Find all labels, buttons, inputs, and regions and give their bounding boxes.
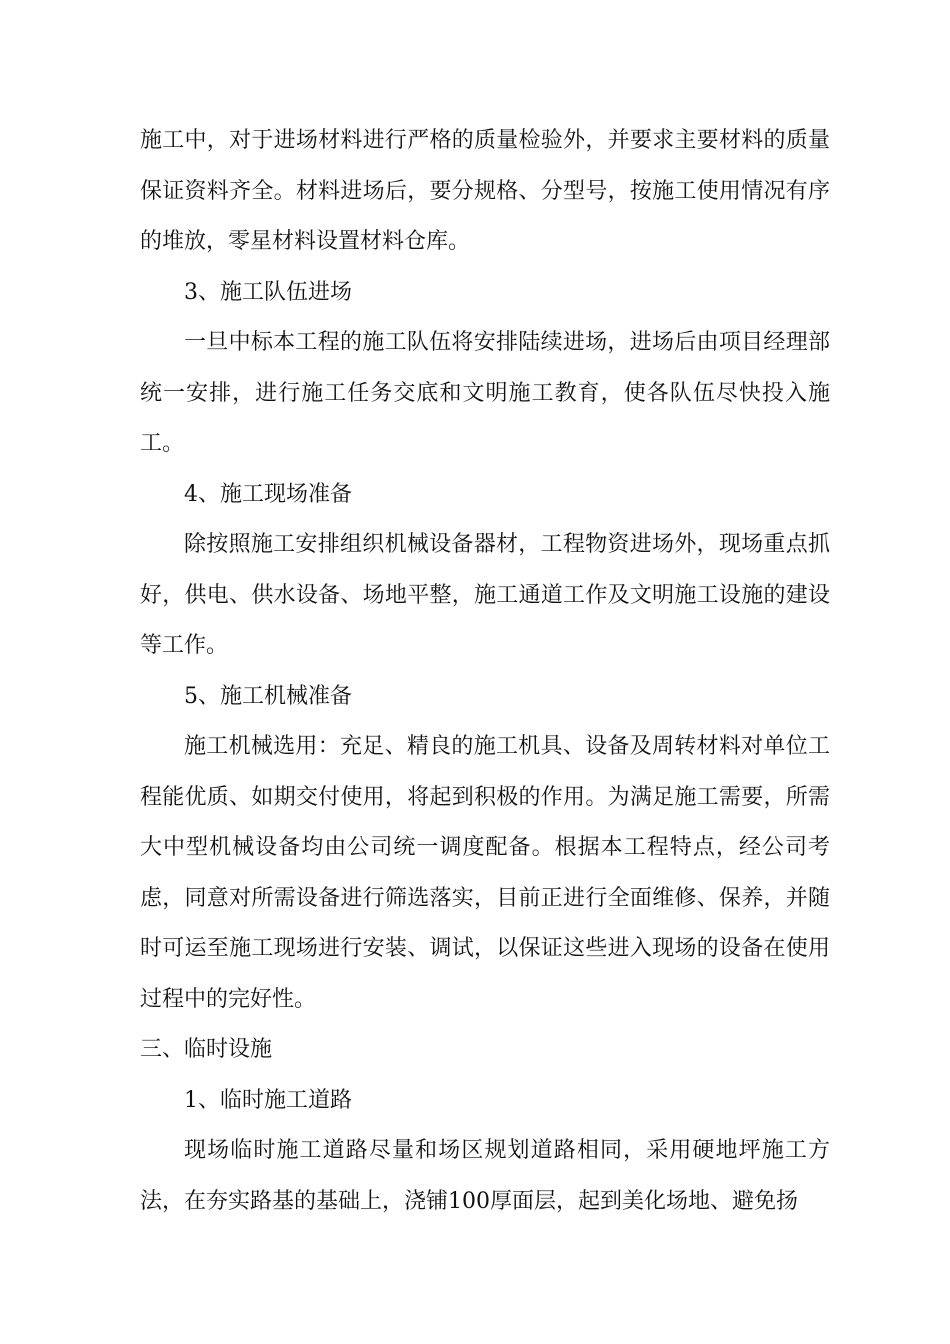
- paragraph-machinery-preparation: 施工机械选用：充足、精良的施工机具、设备及周转材料对单位工程能优质、如期交付使用，将起到积极的作用。为满足施工需要，所需大中型机械设备均由公司统一调度配备。根据本工程特点，经公司考虑，同意对所需设备进行筛选落实，目前正进行全面维修、保养，并随时可运至施工现场进行安装、调试，以保证这些进入现场的设备在使用过程中的完好性。: [140, 734, 830, 1012]
- heading-machinery-preparation: 5、施工机械准备: [184, 683, 352, 709]
- paragraph-temporary-roads: 现场临时施工道路尽量和场区规划道路相同，采用硬地坪施工方法，在夯实路基的基础上，浇铺100厚面层，起到美化场地、避免扬: [140, 1138, 830, 1214]
- heading-site-preparation: 4、施工现场准备: [184, 481, 352, 507]
- section-heading-temporary-facilities: 三、临时设施: [140, 1037, 273, 1062]
- heading-temporary-roads: 1、临时施工道路: [184, 1087, 352, 1113]
- document-body: [140, 116, 830, 1227]
- paragraph-material-inspection: 施工中，对于进场材料进行严格的质量检验外，并要求主要材料的质量保证资料齐全。材料进场后，要分规格、分型号，按施工使用情况有序的堆放，零星材料设置材料仓库。: [140, 128, 830, 254]
- paragraph-site-preparation: 除按照施工安排组织机械设备器材，工程物资进场外，现场重点抓好，供电、供水设备、场地平整，施工通道工作及文明施工设施的建设等工作。: [140, 532, 830, 658]
- heading-team-entry: 3、施工队伍进场: [184, 279, 352, 305]
- paragraph-team-entry: 一旦中标本工程的施工队伍将安排陆续进场，进场后由项目经理部统一安排，进行施工任务交底和文明施工教育，使各队伍尽快投入施工。: [140, 330, 830, 456]
